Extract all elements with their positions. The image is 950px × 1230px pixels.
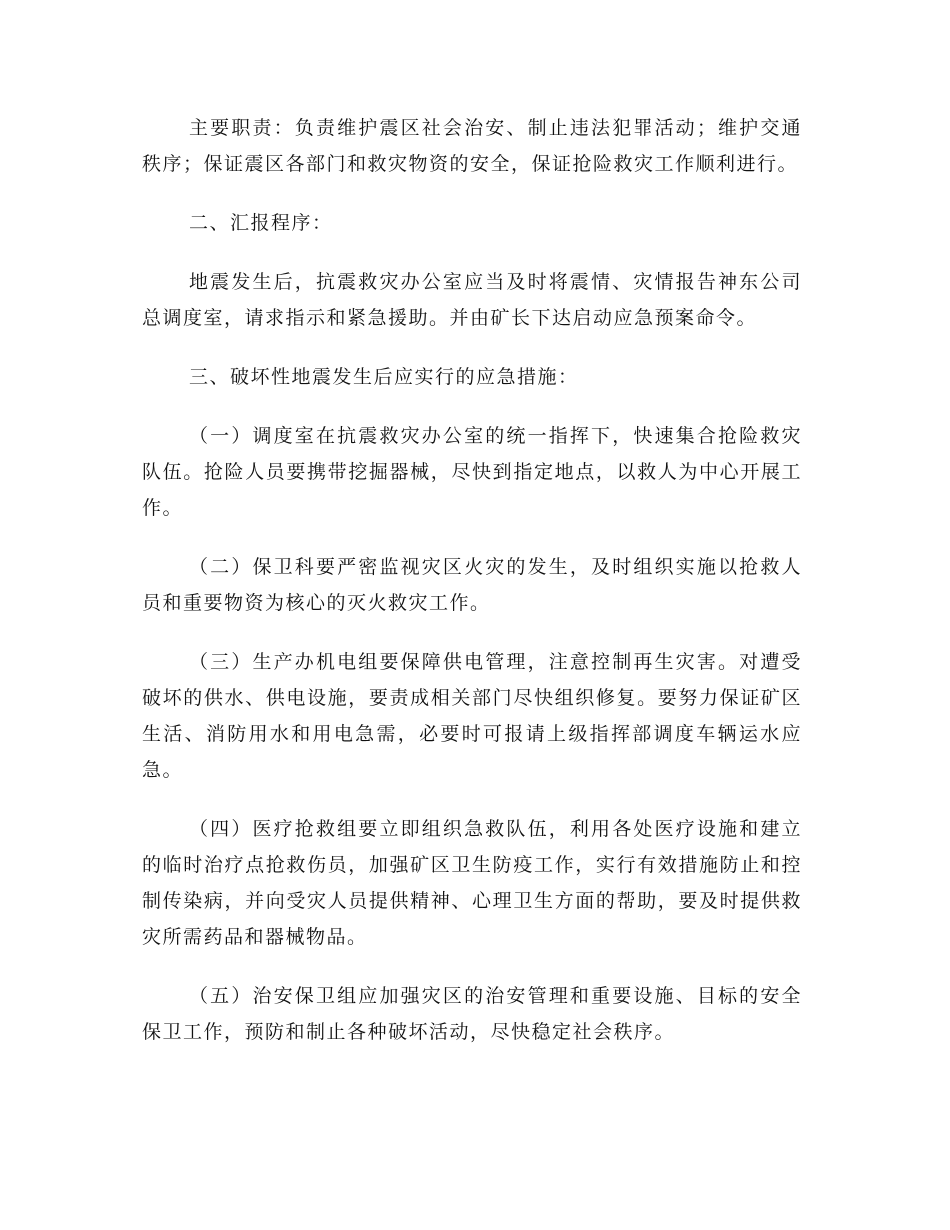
heading-reporting-procedure: 二、汇报程序： xyxy=(189,212,333,234)
paragraph-measure-5: （五）治安保卫组应加强灾区的治安管理和重要设施、目标的安全保卫工作，预防和制止各种破坏活动，尽快稳定社会秩序。 xyxy=(142,985,802,1043)
paragraph-measure-1: （一）调度室在抗震救灾办公室的统一指挥下，快速集合抢险救灾队伍。抢险人员要携带挖掘器械，尽快到指定地点，以救人为中心开展工作。 xyxy=(142,425,802,519)
document-body xyxy=(142,110,802,1073)
paragraph-measure-4: （四）医疗抢救组要立即组织急救队伍，利用各处医疗设施和建立的临时治疗点抢救伤员，加强矿区卫生防疫工作，实行有效措施防止和控制传染病，并向受灾人员提供精神、心理卫生方面的帮助，要及时提供救灾所需药品和器械物品。 xyxy=(142,818,802,948)
paragraph-main-duties: 主要职责：负责维护震区社会治安、制止违法犯罪活动；维护交通秩序；保证震区各部门和救灾物资的安全，保证抢险救灾工作顺利进行。 xyxy=(142,117,802,175)
paragraph-reporting: 地震发生后，抗震救灾办公室应当及时将震情、灾情报告神东公司总调度室，请求指示和紧急援助。并由矿长下达启动应急预案命令。 xyxy=(142,271,802,329)
paragraph-measure-3: （三）生产办机电组要保障供电管理，注意控制再生灾害。对遭受破坏的供水、供电设施，要责成相关部门尽快组织修复。要努力保证矿区生活、消防用水和用电急需，必要时可报请上级指挥部调度车辆运水应急。 xyxy=(142,651,802,781)
heading-emergency-measures: 三、破坏性地震发生后应实行的应急措施： xyxy=(189,366,579,388)
paragraph-measure-2: （二）保卫科要严密监视灾区火灾的发生，及时组织实施以抢救人员和重要物资为核心的灭火救灾工作。 xyxy=(142,556,802,614)
